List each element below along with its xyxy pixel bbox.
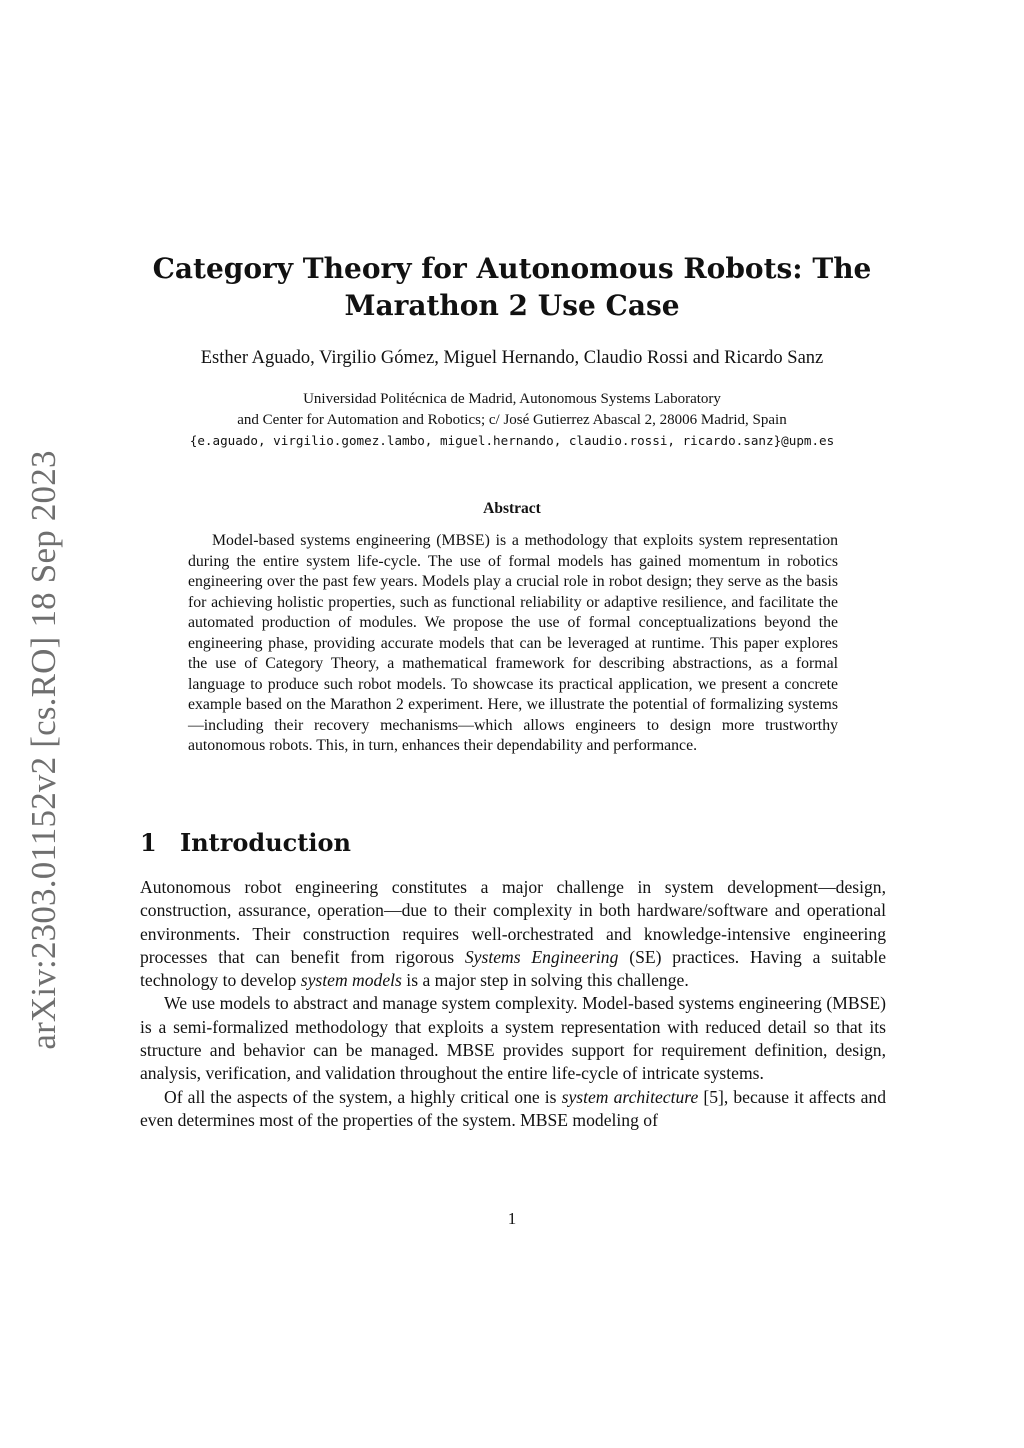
abstract-heading: Abstract xyxy=(483,500,541,517)
arxiv-identifier-stamp: arXiv:2303.01152v2 [cs.RO] 18 Sep 2023 xyxy=(24,450,63,1050)
section-number: 1 xyxy=(140,828,157,857)
section-heading-introduction xyxy=(140,828,351,857)
affiliation-line-2: and Center for Automation and Robotics; c/ José Gutierrez Abascal 2, 28006 Madrid, Spain xyxy=(237,411,787,428)
emphasis-system-architecture: system architecture xyxy=(561,1086,699,1107)
emphasis-system-models: system models xyxy=(300,970,402,991)
abstract-text: Model-based systems engineering (MBSE) is a methodology that exploits system representation during the entire system life-cycle. The use of formal models has gained momentum in robotics engineering over the past few years. Models play a crucial role in robot design; they serve as the basis for achieving holistic properties, such as functional reliability or adaptive resilience, and facilitate the automated production of modules. We propose the use of formal conceptualizations beyond the engineering phase, providing accurate models that can be leveraged at runtime. This paper explores the use of Category Theory, a mathematical framework for describing abstractions, as a formal language to produce such robot models. To showcase its practical application, we present a concrete example based on the Marathon 2 experiment. Here, we illustrate the potential of formalizing systems—including their recovery mechanisms—which allows engineers to design more trustworthy autonomous robots. This, in turn, enhances their dependability and performance. xyxy=(188,532,838,754)
title-line-2: Marathon 2 Use Case xyxy=(344,289,680,322)
affiliation-line-1: Universidad Politécnica de Madrid, Autonomous Systems Laboratory xyxy=(303,391,721,407)
paper-title xyxy=(140,250,884,324)
affiliation xyxy=(140,389,884,430)
emphasis-systems-engineering: Systems Engineering xyxy=(464,946,619,967)
title-line-1: Category Theory for Autonomous Robots: The xyxy=(152,252,872,285)
introduction-body xyxy=(140,876,886,1132)
author-list: Esther Aguado, Virgilio Gómez, Miguel Hernando, Claudio Rossi and Ricardo Sanz xyxy=(200,348,824,368)
page-number: 1 xyxy=(507,1209,517,1228)
section-title: Introduction xyxy=(180,828,351,857)
intro-paragraph-3: Of all the aspects of the system, a highly critical one is system architecture [5], because it affects and even determines most of the properties of the system. MBSE modeling of xyxy=(140,1086,886,1130)
author-emails: {e.aguado, virgilio.gomez.lambo, miguel.hernando, claudio.rossi, ricardo.sanz}@upm.es xyxy=(189,433,835,448)
intro-paragraph-1: Autonomous robot engineering constitutes a major challenge in system development—design, construction, assurance, operation—due to their complexity in both hardware/software and operational environments. Their construction requires well-orchestrated and knowledge-intensive engineering processes that can benefit from rigorous Systems Engineering (SE) practices. Having a suitable technology to develop system models is a major step in solving this challenge. xyxy=(140,877,887,991)
intro-paragraph-2: We use models to abstract and manage system complexity. Model-based systems engineering (MBSE) is a semi-formalized methodology that exploits a system representation with reduced detail so that its structure and behavior can be managed. MBSE provides support for requirement definition, design, analysis, verification, and validation throughout the entire life-cycle of intricate systems. xyxy=(140,993,886,1084)
